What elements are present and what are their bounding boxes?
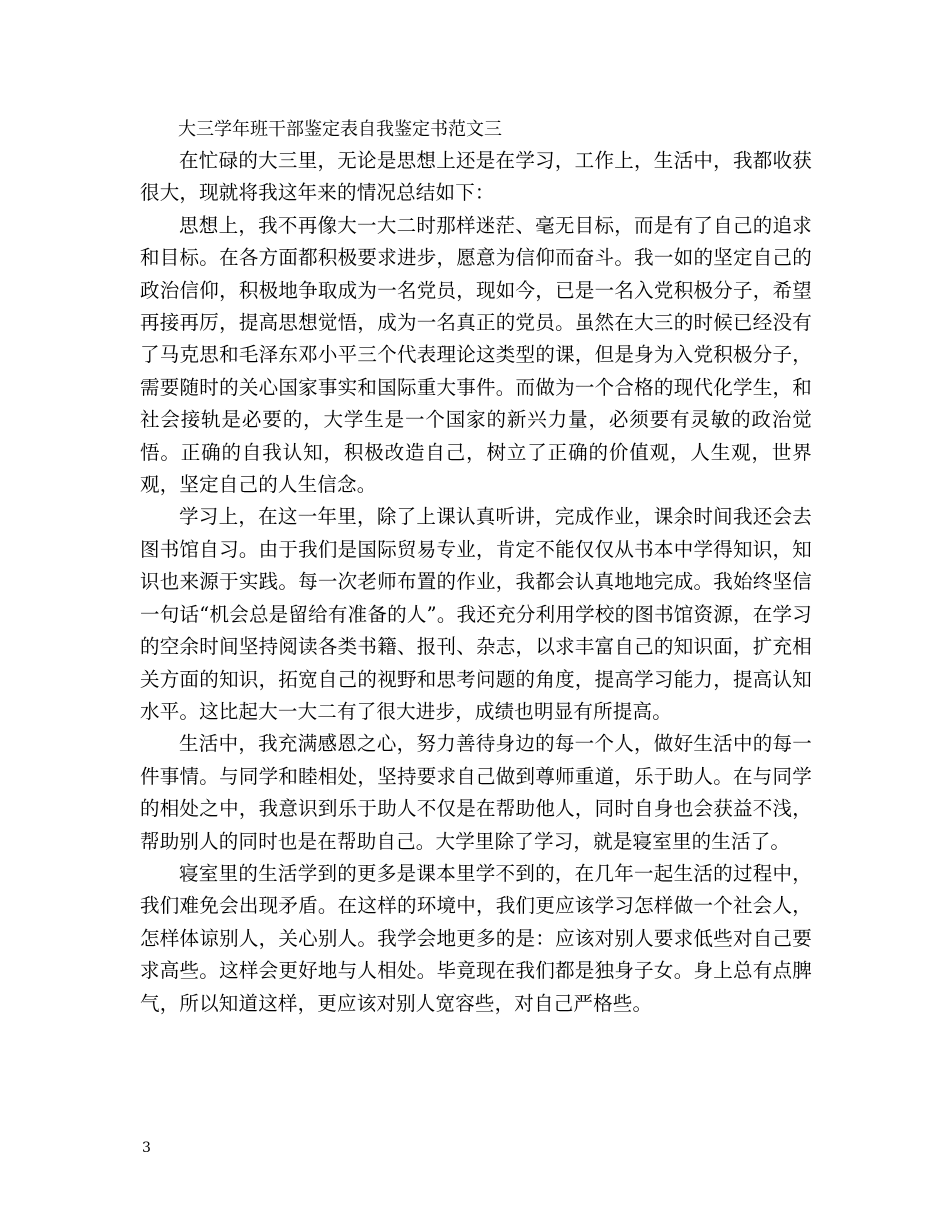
paragraph-dormitory: 寝室里的生活学到的更多是课本里学不到的，在几年一起生活的过程中，我们难免会出现矛盾。在这样的环境中，我们更应该学习怎样做一个社会人，怎样体谅别人，关心别人。我学会地更多的是：应该对别人要求低些对自己要求高些。这样会更好地与人相处。毕竟现在我们都是独身子女。身上总有点脾气，所以知道这样，更应该对别人宽容些，对自己严格些。 <box>140 861 812 1015</box>
document-body <box>140 115 812 1020</box>
page-number: 3 <box>142 1140 151 1156</box>
paragraph-thought: 思想上，我不再像大一大二时那样迷茫、毫无目标，而是有了自己的追求和目标。在各方面都积极要求进步，愿意为信仰而奋斗。我一如的坚定自己的政治信仰，积极地争取成为一名党员，现如今，已是一名入党积极分子，希望再接再厉，提高思想觉悟，成为一名真正的党员。虽然在大三的时候已经没有了马克思和毛泽东邓小平三个代表理论这类型的课，但是身为入党积极分子，需要随时的关心国家事实和国际重大事件。而做为一个合格的现代化学生，和社会接轨是必要的，大学生是一个国家的新兴力量，必须要有灵敏的政治觉悟。正确的自我认知，积极改造自己，树立了正确的价值观，人生观，世界观，坚定自己的人生信念。 <box>140 213 812 497</box>
paragraph-intro: 在忙碌的大三里，无论是思想上还是在学习，工作上，生活中，我都收获很大，现就将我这年来的情况总结如下： <box>140 149 812 205</box>
paragraph-study: 学习上，在这一年里，除了上课认真听讲，完成作业，课余时间我还会去图书馆自习。由于我们是国际贸易专业，肯定不能仅仅从书本中学得知识，知识也来源于实践。每一次老师布置的作业，我都会认真地地完成。我始终坚信一句话“机会总是留给有准备的人”。我还充分利用学校的图书馆资源，在学习的空余时间坚持阅读各类书籍、报刊、杂志，以求丰富自己的知识面，扩充相关方面的知识，拓宽自己的视野和思考问题的角度，提高学习能力，提高认知水平。这比起大一大二有了很大进步，成绩也明显有所提高。 <box>140 505 812 723</box>
document-title: 大三学年班干部鉴定表自我鉴定书范文三 <box>178 119 502 140</box>
paragraph-life: 生活中，我充满感恩之心，努力善待身边的每一个人，做好生活中的每一件事情。与同学和睦相处，坚持要求自己做到尊师重道，乐于助人。在与同学的相处之中，我意识到乐于助人不仅是在帮助他人，同时自身也会获益不浅，帮助别人的同时也是在帮助自己。大学里除了学习，就是寝室里的生活了。 <box>140 732 812 853</box>
